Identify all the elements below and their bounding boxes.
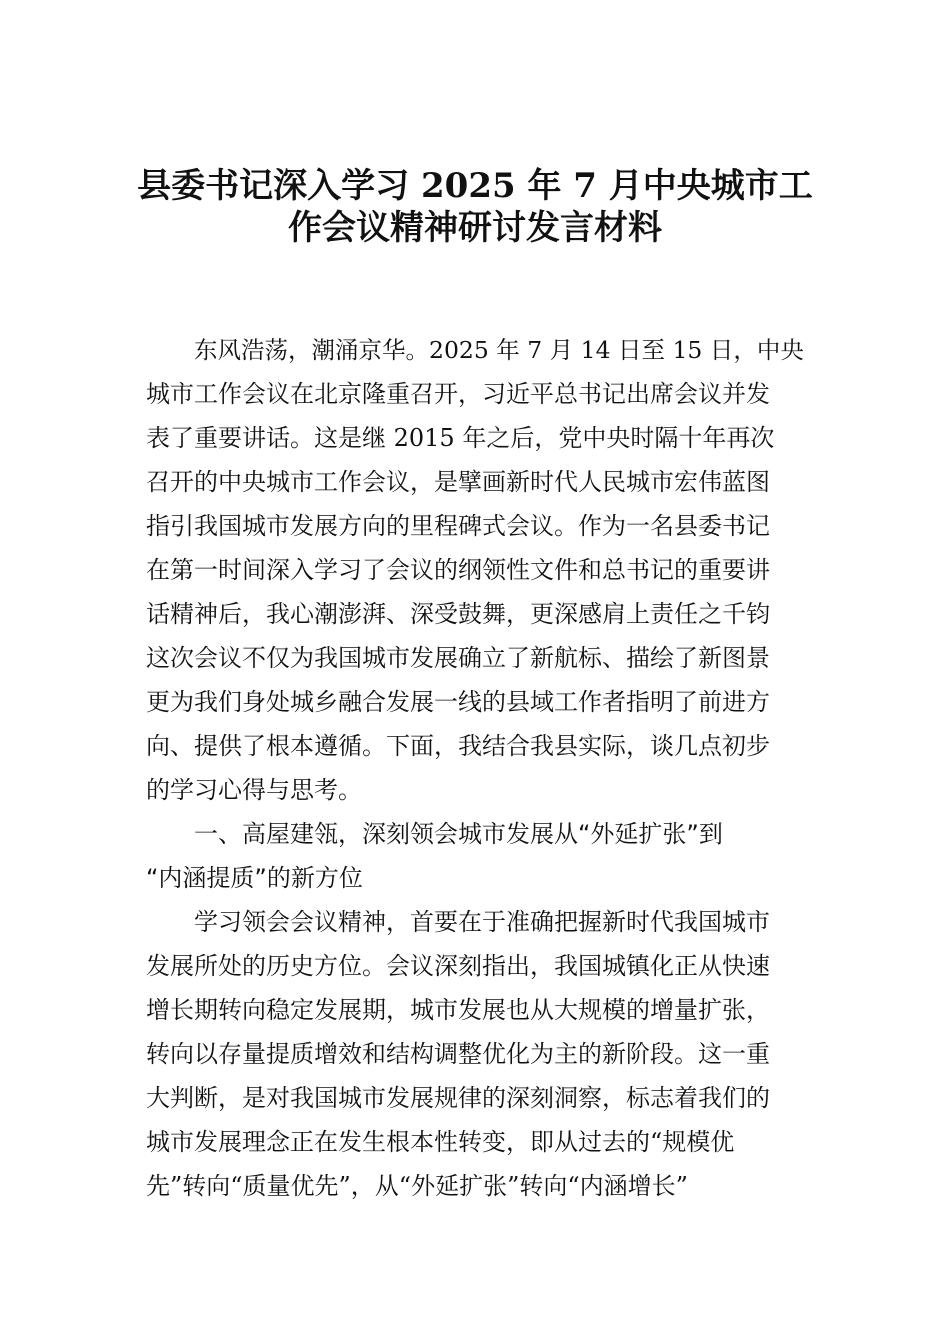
section-heading-line-1: 一、高屋建瓴，深刻领会城市发展从“外延扩张”到 bbox=[194, 820, 723, 848]
document-title-line-2: 作会议精神研讨发言材料 bbox=[288, 208, 662, 248]
document-title-line-1: 县委书记深入学习 2025 年 7 月中央城市工 bbox=[137, 166, 813, 206]
paragraph-line: 发展所处的历史方位。会议深刻指出，我国城镇化正从快速 bbox=[146, 952, 770, 980]
paragraph-line: 东风浩荡，潮涌京华。2025 年 7 月 14 日至 15 日，中央 bbox=[194, 336, 804, 364]
paragraph-line: 先”转向“质量优先”，从“外延扩张”转向“内涵增长” bbox=[146, 1172, 688, 1200]
paragraph-line: 更为我们身处城乡融合发展一线的县域工作者指明了前进方 bbox=[146, 688, 770, 716]
paragraph-line: 召开的中央城市工作会议，是擘画新时代人民城市宏伟蓝图 bbox=[146, 468, 770, 496]
paragraph-line: 城市发展理念正在发生根本性转变，即从过去的“规模优 bbox=[146, 1128, 735, 1156]
paragraph-line: 转向以存量提质增效和结构调整优化为主的新阶段。这一重 bbox=[146, 1040, 770, 1068]
paragraph-line: 这次会议不仅为我国城市发展确立了新航标、描绘了新图景 bbox=[146, 644, 770, 672]
paragraph-line: 话精神后，我心潮澎湃、深受鼓舞，更深感肩上责任之千钧 bbox=[146, 600, 770, 628]
paragraph-line: 的学习心得与思考。 bbox=[146, 776, 362, 804]
paragraph-line: 指引我国城市发展方向的里程碑式会议。作为一名县委书记 bbox=[146, 512, 770, 540]
paragraph-line: 在第一时间深入学习了会议的纲领性文件和总书记的重要讲 bbox=[146, 556, 770, 584]
section-heading-line-2: “内涵提质”的新方位 bbox=[146, 864, 363, 892]
paragraph-line: 向、提供了根本遵循。下面，我结合我县实际，谈几点初步 bbox=[146, 732, 770, 760]
paragraph-line: 学习领会会议精神，首要在于准确把握新时代我国城市 bbox=[194, 908, 770, 936]
paragraph-line: 增长期转向稳定发展期，城市发展也从大规模的增量扩张， bbox=[146, 996, 770, 1024]
paragraph-line: 大判断，是对我国城市发展规律的深刻洞察，标志着我们的 bbox=[146, 1084, 770, 1112]
paragraph-line: 城市工作会议在北京隆重召开，习近平总书记出席会议并发 bbox=[146, 380, 770, 408]
paragraph-line: 表了重要讲话。这是继 2015 年之后，党中央时隔十年再次 bbox=[146, 424, 775, 452]
